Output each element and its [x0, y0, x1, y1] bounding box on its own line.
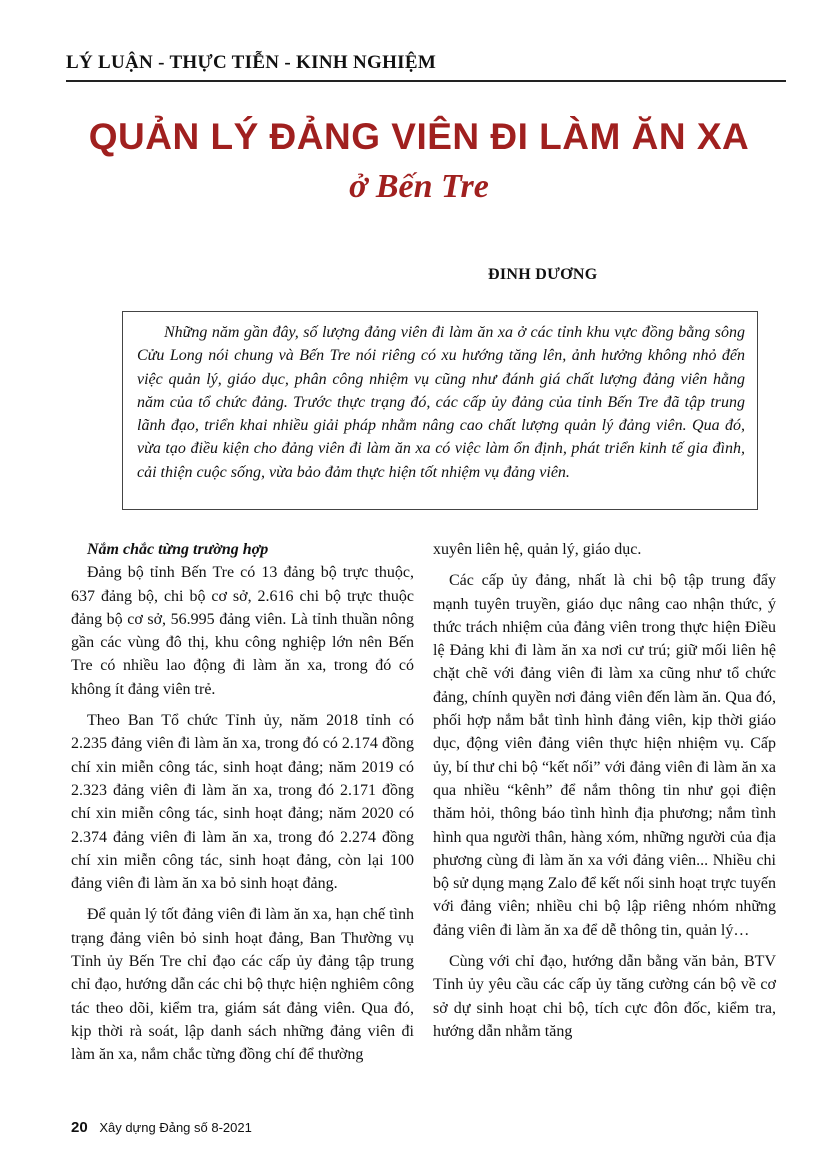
abstract-text: Những năm gần đây, số lượng đảng viên đi làm ăn xa ở các tỉnh khu vực đồng bằng sông Cửu Long nói chung và Bến Tre nói riêng có xu hướng tăng lên, ảnh hưởng không nhỏ đến việc quản lý, giáo dục, phân công nhiệm vụ cũng như đánh giá chất lượng đảng viên hằng năm của tổ chức đảng. Trước thực trạng đó, các cấp ủy đảng của tỉnh Bến Tre đã tập trung lãnh đạo, triển khai nhiều giải pháp nhằm nâng cao chất lượng quản lý đảng viên. Qua đó, vừa tạo điều kiện cho đảng viên đi làm ăn xa có việc làm ổn định, phát triển kinh tế gia đình, cải thiện cuộc sống, vừa bảo đảm thực hiện tốt nhiệm vụ đảng viên.: [137, 324, 745, 481]
author-name: ĐINH DƯƠNG: [488, 266, 598, 283]
left-column: [71, 538, 414, 1067]
article-subtitle: ở Bến Tre: [349, 168, 489, 205]
right-column: [433, 538, 776, 1043]
paragraph: Để quản lý tốt đảng viên đi làm ăn xa, hạn chế tình trạng đảng viên bỏ sinh hoạt đảng, Ban Thường vụ Tỉnh ủy Bến Tre chỉ đạo các cấp ủy đảng tập trung chỉ đạo, hướng dẫn các chi bộ thực hiện nghiêm công tác theo dõi, kiểm tra, giám sát đảng viên. Qua đó, kịp thời rà soát, lập danh sách những đảng viên đi làm ăn xa, nắm chắc từng đồng chí để thường: [71, 906, 414, 1064]
publication-name: Xây dựng Đảng số 8-2021: [99, 1120, 252, 1135]
paragraph: Theo Ban Tổ chức Tỉnh ủy, năm 2018 tỉnh có 2.235 đảng viên đi làm ăn xa, trong đó có 2.174 đồng chí xin miễn công tác, sinh hoạt đảng; năm 2019 có 2.323 đảng viên đi làm ăn xa, trong đó 2.171 đồng chí xin miễn công tác, sinh hoạt đảng; năm 2020 có 2.374 đảng viên đi làm ăn xa, trong đó 2.274 đồng chí xin miễn công tác, sinh hoạt đảng, còn lại 100 đảng viên đi làm ăn xa bỏ sinh hoạt đảng.: [71, 712, 414, 893]
page-number: 20: [71, 1119, 88, 1136]
abstract-box: [122, 311, 758, 510]
paragraph: Các cấp ủy đảng, nhất là chi bộ tập trung đẩy mạnh tuyên truyền, giáo dục nâng cao nhận thức, ý thức trách nhiệm của đảng viên trong thực hiện Điều lệ Đảng khi đi làm ăn xa nơi cư trú; giữ mối liên hệ chặt chẽ với đảng viên đi làm xa cũng như tổ chức đảng, chính quyền nơi đảng viên đến làm ăn. Qua đó, phối hợp nắm bắt tình hình đảng viên, kịp thời giáo dục, động viên đảng viên thực hiện nhiệm vụ. Cấp ủy, bí thư chi bộ “kết nối” với đảng viên đi làm ăn xa qua nhiều “kênh” để nắm thông tin như gọi điện thăm hỏi, thông báo tình hình địa phương; nắm tình hình qua người thân, hàng xóm, những người của địa phương cùng đi làm ăn xa với đảng viên... Nhiều chi bộ sử dụng mạng Zalo để kết nối sinh hoạt trực tuyến với đảng viên; nhiều chi bộ lập riêng nhóm những đảng viên đi làm ăn xa để dễ thông tin, quản lý…: [433, 572, 776, 939]
paragraph: Cùng với chỉ đạo, hướng dẫn bằng văn bản, BTV Tỉnh ủy yêu cầu các cấp ủy tăng cường cán bộ về cơ sở dự sinh hoạt chi bộ, tích cực đôn đốc, kiểm tra, hướng dẫn nhằm tăng: [433, 953, 776, 1040]
paragraph-continuation: xuyên liên hệ, quản lý, giáo dục.: [433, 541, 642, 558]
paragraph: Đảng bộ tỉnh Bến Tre có 13 đảng bộ trực thuộc, 637 đảng bộ, chi bộ cơ sở, 2.616 chi bộ trực thuộc đảng bộ cơ sở, 56.995 đảng viên. Là tỉnh thuần nông gần các vùng đô thị, khu công nghiệp lớn nên Bến Tre có nhiều lao động đi làm ăn xa, trong đó có không ít đảng viên trẻ.: [71, 564, 414, 698]
page-footer: [71, 1119, 252, 1136]
article-title: QUẢN LÝ ĐẢNG VIÊN ĐI LÀM ĂN XA: [88, 116, 750, 157]
section-heading: Nắm chắc từng trường hợp: [87, 541, 269, 558]
section-divider: [66, 80, 786, 82]
section-label: LÝ LUẬN - THỰC TIỄN - KINH NGHIỆM: [66, 52, 437, 73]
